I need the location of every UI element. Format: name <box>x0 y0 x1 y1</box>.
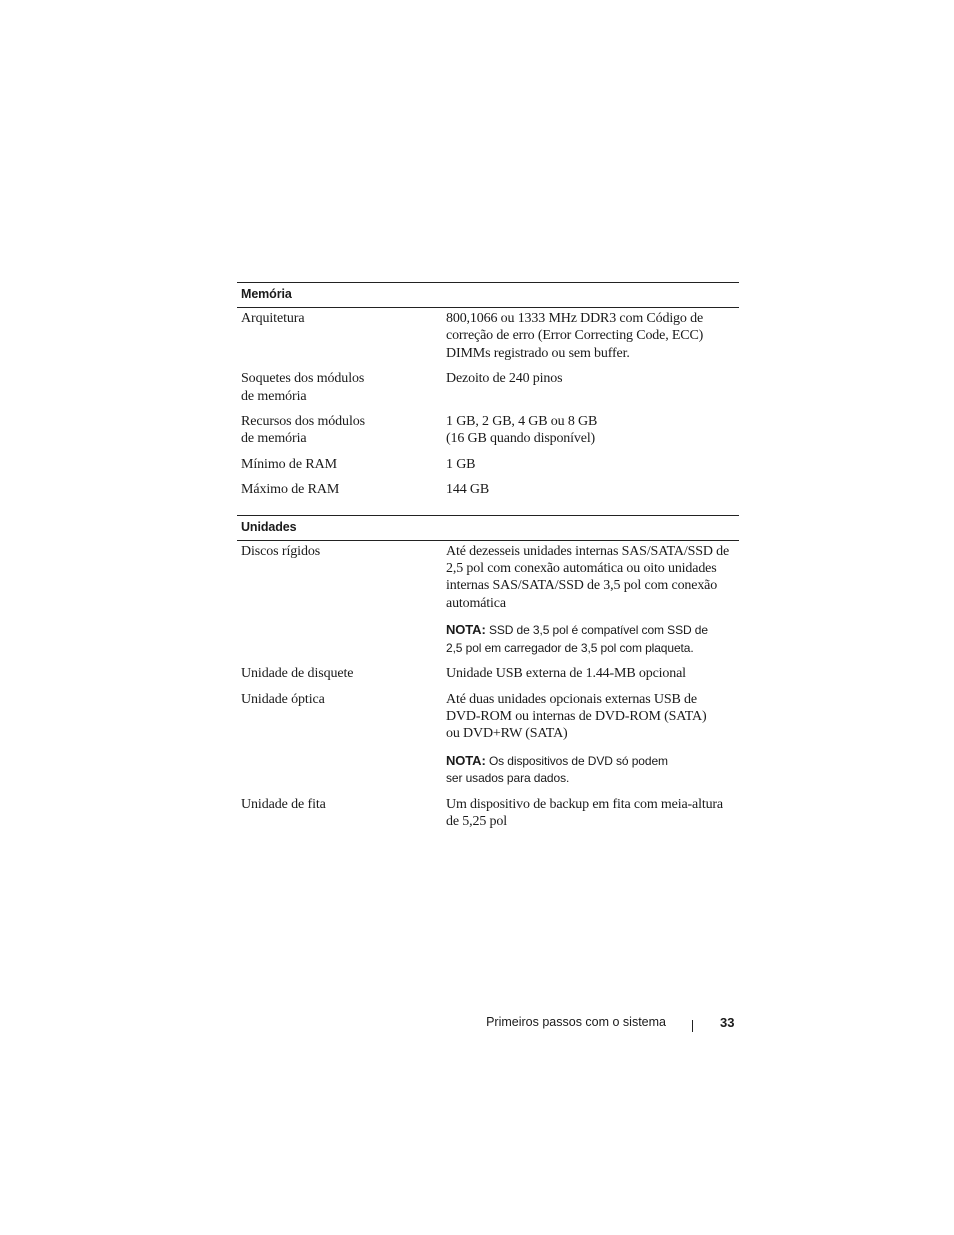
spec-label-line: Unidade óptica <box>241 691 325 707</box>
spec-value <box>446 310 735 362</box>
note <box>446 752 735 788</box>
spec-value <box>446 456 735 473</box>
spec-label <box>241 370 446 405</box>
spec-row <box>237 796 739 831</box>
spec-value-line: de 5,25 pol <box>446 813 507 829</box>
page-number: 33 <box>720 1015 735 1030</box>
spec-value-line: Até duas unidades opcionais externas USB de <box>446 691 697 707</box>
spec-value <box>446 796 735 831</box>
spec-value-line: 2,5 pol com conexão automática ou oito unidades <box>446 561 717 577</box>
spec-value <box>446 543 735 657</box>
note-text: ser usados para dados. <box>446 771 570 786</box>
note-line <box>446 752 735 770</box>
spec-value-line: Unidade USB externa de 1.44-MB opcional <box>446 666 686 682</box>
spec-value-line: DVD-ROM ou internas de DVD-ROM (SATA) <box>446 708 707 724</box>
spec-label-line: Unidade de fita <box>241 796 326 812</box>
spec-table <box>237 282 739 846</box>
spec-value-line: (16 GB quando disponível) <box>446 431 596 447</box>
spec-label-line: Arquitetura <box>241 311 305 326</box>
spec-value-line: 1 GB, 2 GB, 4 GB ou 8 GB <box>446 414 598 430</box>
spec-value <box>446 370 735 405</box>
note-label: NOTA: <box>446 622 486 638</box>
spec-label <box>241 796 446 831</box>
spec-label-line: Recursos dos módulos <box>241 414 366 430</box>
spec-value <box>446 413 735 448</box>
page-footer <box>0 1015 954 1035</box>
spec-row <box>237 413 739 448</box>
spec-label <box>241 456 446 473</box>
spec-row <box>237 456 739 473</box>
spec-value-line: 1 GB <box>446 456 476 472</box>
spec-value <box>446 691 735 788</box>
note-line <box>446 621 735 639</box>
spec-section <box>237 515 739 831</box>
spec-row <box>237 370 739 405</box>
footer-title: Primeiros passos com o sistema <box>486 1015 666 1029</box>
note-line <box>446 770 735 787</box>
spec-value-line: 144 GB <box>446 482 490 498</box>
spec-label <box>241 413 446 448</box>
spec-value-line: Até dezesseis unidades internas SAS/SATA/SSD de <box>446 543 730 559</box>
note-text: 2,5 pol em carregador de 3,5 pol com plaqueta. <box>446 640 694 655</box>
spec-label-line: Máximo de RAM <box>241 482 340 498</box>
spec-value-line: automática <box>446 595 506 611</box>
spec-value-line: DIMMs registrado ou sem buffer. <box>446 345 630 361</box>
note-label: NOTA: <box>446 752 486 768</box>
spec-section <box>237 282 739 499</box>
spec-value <box>446 481 735 498</box>
spec-row <box>237 481 739 498</box>
spec-label <box>241 691 446 788</box>
spec-value-line: Dezoito de 240 pinos <box>446 371 563 387</box>
spec-row <box>237 691 739 788</box>
spec-label-line: Discos rígidos <box>241 543 321 559</box>
spec-value-line: Um dispositivo de backup em fita com meia-altura <box>446 796 723 812</box>
spec-label <box>241 310 446 362</box>
note-line <box>446 640 735 657</box>
spec-label <box>241 481 446 498</box>
section-header: Unidades <box>237 515 739 541</box>
spec-value-line: internas SAS/SATA/SSD de 3,5 pol com conexão <box>446 578 718 594</box>
spec-value-line: correção de erro (Error Correcting Code, ECC) <box>446 328 704 344</box>
footer-separator <box>692 1020 693 1032</box>
spec-label-line: Soquetes dos módulos <box>241 371 365 387</box>
note <box>446 621 735 657</box>
spec-label <box>241 543 446 657</box>
spec-label-line: Mínimo de RAM <box>241 456 337 472</box>
spec-label-line: Unidade de disquete <box>241 666 354 682</box>
spec-label <box>241 665 446 682</box>
spec-value <box>446 665 735 682</box>
spec-row <box>237 665 739 682</box>
spec-value-line: ou DVD+RW (SATA) <box>446 726 568 742</box>
spec-label-line: de memória <box>241 431 307 447</box>
spec-value-line: 800,1066 ou 1333 MHz DDR3 com Código de <box>446 311 704 326</box>
section-header: Memória <box>237 282 739 308</box>
section-rows <box>237 308 739 499</box>
spec-row <box>237 310 739 362</box>
note-text: SSD de 3,5 pol é compatível com SSD de <box>488 623 708 638</box>
spec-label-line: de memória <box>241 388 307 404</box>
section-rows <box>237 541 739 831</box>
spec-row <box>237 543 739 657</box>
note-text: Os dispositivos de DVD só podem <box>488 753 668 768</box>
